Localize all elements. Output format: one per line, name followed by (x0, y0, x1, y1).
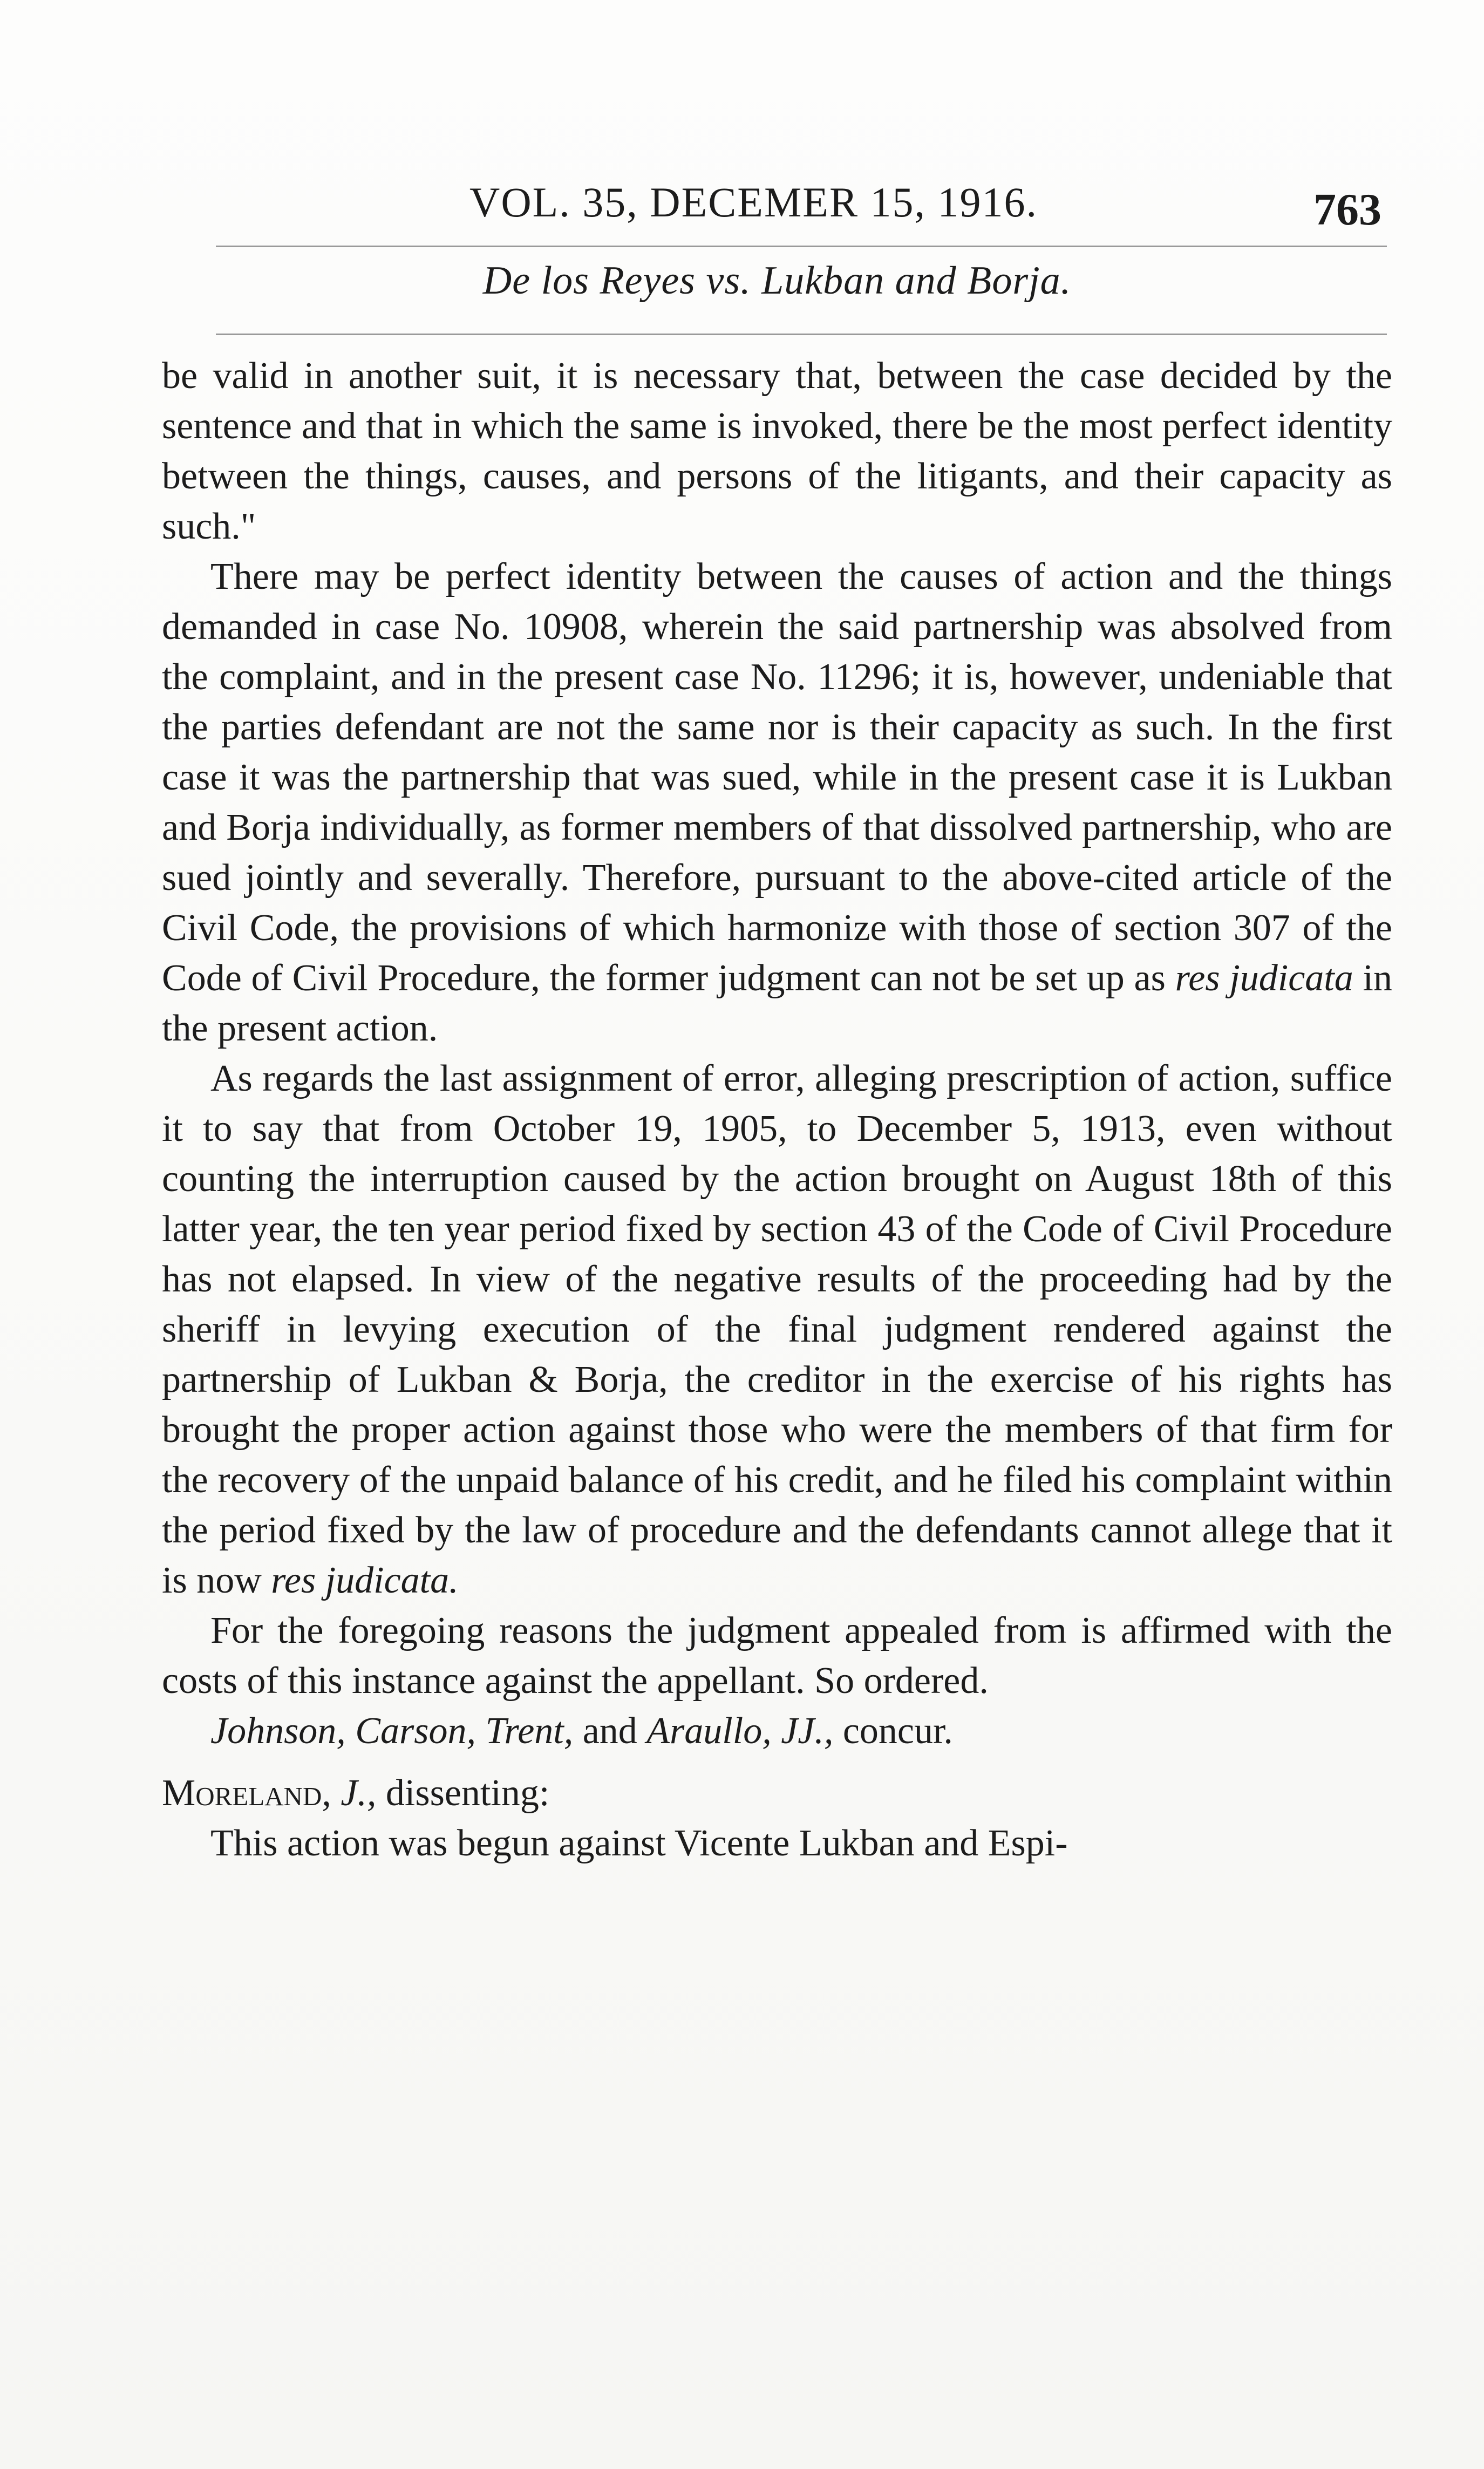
page-header (162, 178, 1392, 237)
concurrence-line (162, 1706, 1392, 1756)
dissent-title: J., (331, 1772, 377, 1814)
paragraph-judgment: For the foregoing reasons the judgment appealed from is affirmed with the costs of this instance against the appellant. So ordered. (162, 1610, 1392, 1702)
running-head: VOL. 35, DECEMER 15, 1916. (469, 179, 1038, 226)
paragraph-dissent: This action was begun against Vicente Lukban and Espi- (210, 1822, 1068, 1864)
paragraph-continued: be valid in another suit, it is necessary that, between the case decided by the sentence and that in which the same is invoked, there be the most perfect identity between the things, causes, and persons of the litigants, and their capacity as such." (162, 355, 1392, 547)
case-title: De los Reyes vs. Lukban and Borja. (482, 259, 1072, 303)
page-number: 763 (1313, 185, 1381, 235)
header-rule-top (216, 246, 1387, 247)
paragraph-identity-text: There may be perfect identity between the causes of action and the things demanded in case No. 10908, wherein the said partnership was absolved from the complaint, and in the present case No. 11296; it is, however, undeniable that the parties defendant are not the same nor is their capacity as such. In the first case it was the partnership that was sued, while in the present case it is Lukban and Borja individually, as former members of that dissolved partnership, who are sued jointly and severally. Therefore, pursuant to the above-cited article of the Civil Code, the provisions of which harmonize with those of section 307 of the Code of Civil Procedure, the former judgment can not be set up as (162, 556, 1392, 999)
concurring-justices: Johnson, Carson, Trent, (210, 1710, 574, 1752)
paragraph-prescription-text: As regards the last assignment of error, alleging prescription of action, suffice it to say that from October 19, 1905, to December 5, 1913, even without counting the interruption caused by the action brought on August 18th of this latter year, the ten year period fixed by section 43 of the Code of Civil Procedure has not elapsed. In view of the negative results of the proceeding had by the sheriff in levying execution of the final judgment rendered against the partnership of Lukban & Borja, the creditor in the exercise of his rights has brought the proper action against those who were the members of that firm for the recovery of the unpaid balance of his credit, and he filed his complaint within the period fixed by the law of procedure and the defendants cannot allege that it is now (162, 1058, 1392, 1601)
dissent-label: dissenting: (376, 1772, 550, 1814)
paragraph-identity (162, 552, 1392, 1053)
paragraph-identity-tail: in the present action. (162, 957, 1392, 1049)
concur-tail: concur. (833, 1710, 953, 1752)
concur-and: and (573, 1710, 647, 1752)
res-judicata-term-2: res judicata. (271, 1560, 459, 1601)
dissenting-justice: Moreland, (162, 1772, 331, 1814)
body-text (162, 351, 1392, 1868)
dissent-heading (162, 1768, 1392, 1818)
res-judicata-term: res judicata (1175, 957, 1353, 999)
concurring-justice-last: Araullo, JJ., (646, 1710, 834, 1752)
header-rule-bottom (216, 334, 1387, 335)
paragraph-prescription (162, 1053, 1392, 1606)
